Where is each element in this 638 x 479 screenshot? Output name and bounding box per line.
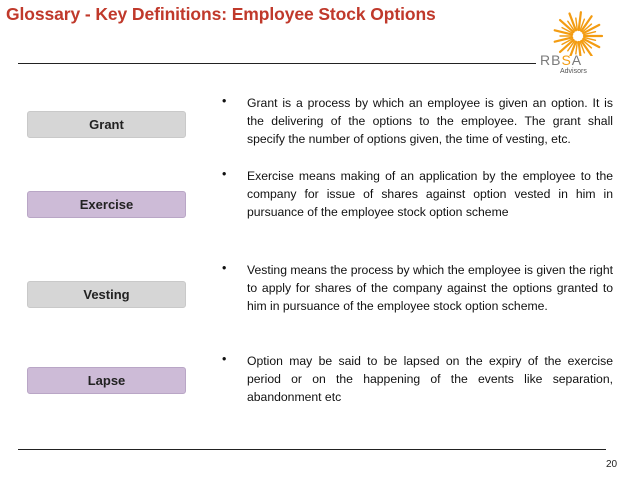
bullet-marker: • xyxy=(222,352,227,366)
bullet-marker: • xyxy=(222,261,227,275)
term-lapse: Lapse xyxy=(27,367,186,394)
definition-text: Option may be said to be lapsed on the expiry of the exercise period or on the happening of the events like separation, abandonment etc xyxy=(247,354,613,404)
definition-text: Vesting means the process by which the employee is given the right to apply for shares of the company against the options granted to him in pursuance of the employee stock option scheme. xyxy=(247,263,613,313)
term-vesting: Vesting xyxy=(27,281,186,308)
header-divider xyxy=(18,63,536,64)
term-exercise: Exercise xyxy=(27,191,186,218)
rbsa-logo xyxy=(530,6,630,80)
definition-grant xyxy=(222,94,613,148)
sunburst-icon xyxy=(530,6,630,56)
definition-text: Exercise means making of an application by the employee to the company for issue of shares against option vested in him in pursuance of the employee stock option scheme xyxy=(247,169,613,219)
bullet-marker: • xyxy=(222,94,227,108)
definition-vesting xyxy=(222,261,613,315)
term-grant: Grant xyxy=(27,111,186,138)
definition-exercise xyxy=(222,167,613,221)
definition-text: Grant is a process by which an employee is given an option. It is the delivering of the options to the employee. The grant shall specify the number of options given, the time of vesting, etc. xyxy=(247,96,613,146)
logo-wordmark: RBSA xyxy=(540,52,583,68)
footer-divider xyxy=(18,449,606,450)
bullet-marker: • xyxy=(222,167,227,181)
page-number: 20 xyxy=(606,459,618,470)
page-title: Glossary - Key Definitions: Employee Stock Options xyxy=(6,4,436,24)
logo-subtitle: Advisors xyxy=(560,68,587,75)
definition-lapse xyxy=(222,352,613,406)
